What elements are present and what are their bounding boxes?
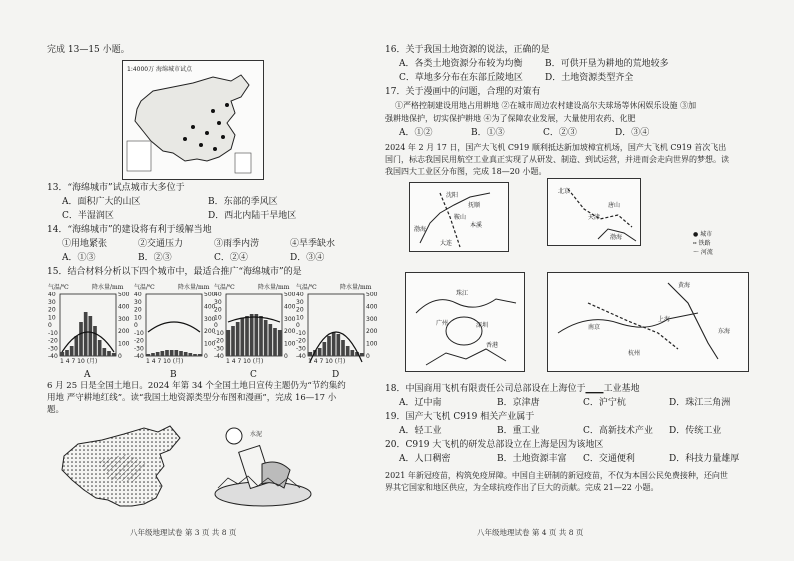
q13-stem: 13．“海绵城市”试点城市大多位于 — [47, 183, 185, 193]
temp-tick: -10 — [134, 329, 144, 337]
precip-bar — [98, 340, 102, 356]
prec-tick: 300 — [118, 315, 130, 323]
q14-option-c[interactable]: C．②④ — [214, 253, 248, 263]
map-city-label: 南京 — [588, 324, 601, 331]
q17-option-b[interactable]: B．①③ — [471, 128, 505, 138]
q14-option-d[interactable]: D．③④ — [290, 253, 325, 263]
precip-bar — [79, 322, 83, 356]
temp-tick: -10 — [296, 329, 306, 337]
precip-bar — [198, 354, 202, 356]
prec-tick: 200 — [366, 328, 378, 336]
prec-tick: 400 — [284, 303, 296, 311]
climate-option-letter[interactable]: D — [332, 370, 340, 380]
map-city-label: 沈阳 — [446, 192, 459, 199]
south-sea-inset — [235, 153, 251, 173]
prec-tick: 0 — [366, 353, 370, 360]
q17-line-2: 强耕地保护，切实保护耕地 ④为了保障农业发展，大量使用农药、化肥 — [385, 114, 636, 123]
prec-tick: 300 — [284, 315, 296, 323]
prec-tick: 0 — [284, 353, 288, 360]
q16-option-a[interactable]: A．各类土地资源分布较为均衡 — [399, 59, 523, 69]
month-axis-labels: 1 4 7 10 (月) — [308, 358, 346, 365]
map2-rail — [568, 189, 632, 227]
precip-bar — [327, 336, 331, 356]
climate-chart-b — [134, 284, 218, 380]
prec-tick: 500 — [284, 292, 296, 298]
temp-curve — [148, 322, 200, 332]
precip-bar — [184, 352, 188, 356]
prec-tick: 0 — [118, 353, 122, 360]
land-day-paragraph: 6 月 25 日是全国土地日。2024 年第 34 个全国土地日宣传主题仍为“节约集约用地 严守耕地红线”。读“我国土地资源类型分布图和漫画”，完成 16—17 小题。 — [47, 381, 346, 415]
temp-tick: -10 — [48, 329, 58, 337]
prec-tick: 300 — [366, 315, 378, 323]
legend-item: ～ 河流 — [693, 249, 713, 256]
temp-tick: 0 — [134, 322, 138, 329]
precip-bar — [84, 312, 88, 356]
precip-bar — [264, 320, 268, 356]
climate-svg — [134, 292, 218, 364]
precip-bar — [318, 348, 322, 356]
temp-tick: 20 — [214, 306, 222, 314]
q14-option-b[interactable]: B．②③ — [138, 253, 172, 263]
prec-tick: 100 — [284, 340, 296, 348]
map-city-label: 渤海 — [610, 234, 623, 241]
temp-tick: 10 — [48, 314, 56, 322]
q16-option-d[interactable]: D．土地资源类型齐全 — [545, 73, 634, 83]
climate-chart-d — [296, 284, 380, 380]
precip-bar — [337, 334, 341, 356]
climate-svg — [296, 292, 380, 364]
map-city-label: 大连 — [440, 240, 453, 247]
map4-labels — [588, 281, 730, 357]
q16-stem: 16．关于我国土地资源的说法，正确的是 — [385, 45, 550, 55]
temp-tick: -20 — [214, 337, 224, 345]
prec-unit-label: 降水量/mm — [92, 284, 124, 291]
temp-tick: -20 — [296, 337, 306, 345]
land-resource-map — [58, 420, 188, 508]
temp-tick: 20 — [296, 306, 304, 314]
prec-tick: 400 — [204, 303, 216, 311]
precip-bar — [107, 351, 111, 356]
temp-tick: 10 — [134, 314, 142, 322]
prec-tick: 500 — [366, 292, 378, 298]
precip-bar — [269, 324, 273, 356]
prec-tick: 300 — [204, 315, 216, 323]
map2-labels — [558, 187, 622, 241]
temp-unit-label: 气温/℃ — [296, 284, 317, 291]
map-city-label: 上海 — [658, 316, 671, 323]
q18-option-a[interactable]: A．辽中南 — [399, 398, 442, 408]
temp-tick: 10 — [296, 314, 304, 322]
temp-curve — [228, 317, 280, 322]
q14-stem: 14．“海绵城市”的建设将有利于缓解当地 — [47, 225, 212, 235]
chart-frame — [308, 294, 364, 356]
precip-bar — [332, 332, 336, 356]
q17-option-d[interactable]: D．③④ — [615, 128, 650, 138]
temp-tick: 30 — [214, 298, 222, 306]
prec-tick: 500 — [118, 292, 130, 298]
precip-bar — [89, 316, 93, 356]
precip-bar — [236, 322, 240, 356]
right-page — [385, 0, 794, 561]
precip-bar — [193, 354, 197, 356]
legend-item: ╍ 铁路 — [693, 240, 711, 247]
cartoon-image — [208, 418, 318, 510]
q13-option-a[interactable]: A．面积广大的山区 — [62, 197, 141, 207]
month-axis-labels: 1 4 7 10 (月) — [226, 358, 264, 365]
q13-option-b[interactable]: B．东部的季风区 — [208, 197, 278, 207]
q20-option-c[interactable]: C．交通便利 — [583, 454, 635, 464]
map-city-label: 渤海 — [414, 226, 427, 233]
temp-unit-label: 气温/℃ — [134, 284, 155, 291]
c919-paragraph: 2024 年 2 月 17 日，国产大飞机 C919 顺利抵达新加坡樟宜机场，国产大飞机 C919 首次飞出国门，标志我国民用航空工业真正实现了从研发、制造、到试运营，并进而会走向世界的梦想。读我国四大工业区分布图，完成 18—20 小题。 — [385, 143, 729, 176]
q18-blank: ____ — [585, 384, 604, 394]
precip-bar — [341, 340, 345, 356]
temp-unit-label: 气温/℃ — [48, 284, 69, 291]
cartoon-label: 水泥 — [250, 431, 263, 438]
climate-option-letter[interactable]: A — [84, 370, 91, 380]
map-legend — [127, 141, 151, 171]
q17-stem: 17．关于漫画中的问题，合理的对策有 — [385, 87, 541, 97]
map-liaozhongnan — [409, 182, 509, 252]
prec-tick: 200 — [284, 328, 296, 336]
precip-bar — [323, 342, 327, 356]
q18-stem — [385, 383, 639, 395]
month-axis-labels: 1 4 7 10 (月) — [60, 358, 98, 365]
vaccine-paragraph: 2021 年新冠疫苗，构筑免疫屏障。中国自主研制的新冠疫苗，不仅为本国公民免费接种，还向世界其它国家和地区供应，为全球抗疫作出了巨大的贡献。完成 21—22 小题。 — [385, 471, 728, 492]
q18-option-b[interactable]: B．京津唐 — [497, 398, 540, 408]
temp-tick: -30 — [48, 345, 58, 353]
left-footer: 八年级地理试卷 第 3 页 共 8 页 — [130, 528, 237, 537]
temp-tick: 30 — [296, 298, 304, 306]
map-city-label: 珠江 — [456, 290, 469, 297]
map-city-label: 北京 — [558, 188, 571, 195]
china-outline — [135, 75, 249, 161]
chart-frame — [146, 294, 202, 356]
q14-item-1: ①用地紧张 — [62, 239, 108, 249]
legend-item: ● 城市 — [693, 231, 713, 238]
temp-tick: 20 — [134, 306, 142, 314]
precip-bar — [241, 318, 245, 356]
q16-option-b[interactable]: B．可供开垦为耕地的荒地较多 — [545, 59, 669, 69]
temp-tick: 30 — [48, 298, 56, 306]
climate-chart-c — [214, 284, 298, 380]
temp-tick: -20 — [48, 337, 58, 345]
map-city-label: 杭州 — [628, 350, 641, 357]
temp-tick: -40 — [48, 353, 58, 360]
temp-tick: -20 — [134, 337, 144, 345]
precip-bar — [112, 353, 116, 356]
map-city-label: 天津 — [588, 214, 601, 221]
map-huningkang — [547, 272, 749, 372]
q15-stem: 15．结合材料分析以下四个城市中，最适合推广“海绵城市”的是 — [47, 267, 302, 277]
map-title: 1:4000万 海绵城市试点 — [127, 66, 193, 73]
q20-option-d[interactable]: D．科技力量雄厚 — [669, 454, 740, 464]
prec-tick: 100 — [118, 340, 130, 348]
precip-bar — [103, 348, 107, 356]
temp-tick: -30 — [296, 345, 306, 353]
map-city-label: 抚顺 — [468, 202, 481, 209]
precip-bar — [259, 316, 263, 356]
q13-option-c[interactable]: C．半湿润区 — [62, 211, 114, 221]
q14-item-2: ②交通压力 — [138, 239, 184, 249]
q14-option-a[interactable]: A．①③ — [62, 253, 96, 263]
q18-option-d[interactable]: D．珠江三角洲 — [669, 398, 731, 408]
map-city-label: 香港 — [486, 342, 499, 349]
prec-tick: 400 — [118, 303, 130, 311]
precip-bar — [227, 330, 231, 356]
temp-tick: -40 — [214, 353, 224, 360]
china-map-svg — [123, 61, 263, 179]
map-city-label: 广州 — [436, 320, 449, 327]
q19-option-b[interactable]: B．重工业 — [497, 426, 540, 436]
q17-line-1: ①严格控制建设用地占用耕地 ②在城市周边农村建设高尔夫球场等休闲娱乐设施 ③加 — [395, 101, 697, 110]
map4-river — [558, 313, 698, 333]
prec-tick: 100 — [204, 340, 216, 348]
temp-tick: 0 — [296, 322, 300, 329]
q19-option-a[interactable]: A．轻工业 — [399, 426, 442, 436]
temp-tick: 20 — [48, 306, 56, 314]
climate-option-letter[interactable]: B — [170, 370, 177, 380]
temp-tick: 40 — [296, 292, 304, 298]
prec-unit-label: 降水量/mm — [340, 284, 372, 291]
precip-bar — [273, 328, 277, 356]
map-jingjintang — [547, 178, 641, 246]
temp-unit-label: 气温/℃ — [214, 284, 235, 291]
precip-bar — [255, 314, 259, 356]
temp-tick: 40 — [214, 292, 222, 298]
prec-tick: 0 — [204, 353, 208, 360]
q17-option-c[interactable]: C．②③ — [543, 128, 577, 138]
map4-rail — [588, 303, 678, 349]
precip-bar — [231, 326, 235, 356]
precip-bar — [250, 314, 254, 356]
map1-labels — [414, 191, 482, 247]
q20-option-a[interactable]: A．人口稠密 — [399, 454, 451, 464]
chart-frame — [60, 294, 116, 356]
temp-curve — [62, 332, 114, 352]
map-city-label: 黄海 — [678, 282, 691, 289]
map-zhujiang — [405, 272, 525, 372]
prec-tick: 100 — [366, 340, 378, 348]
prec-tick: 500 — [204, 292, 216, 298]
prec-unit-label: 降水量/mm — [178, 284, 210, 291]
q20-option-b[interactable]: B．土地资源丰富 — [497, 454, 567, 464]
map3-river — [416, 299, 516, 313]
intro-text: 完成 13—15 小题。 — [47, 45, 130, 55]
q20-stem: 20．C919 大飞机的研发总部设立在上海是因为该地区 — [385, 440, 604, 450]
q18-stem-pre: 18．中国商用飞机有限责任公司总部设在上海位于 — [385, 384, 586, 394]
temp-tick: -40 — [296, 353, 306, 360]
map-legend-box — [693, 230, 749, 260]
temp-tick: 0 — [214, 322, 218, 329]
prec-tick: 400 — [366, 303, 378, 311]
precip-bar — [278, 330, 282, 356]
map3-labels — [436, 289, 498, 349]
map4-coast — [668, 283, 718, 359]
precip-bar — [70, 346, 74, 356]
temp-tick: -30 — [214, 345, 224, 353]
temp-tick: 40 — [134, 292, 142, 298]
prec-tick: 200 — [204, 328, 216, 336]
map-city-label: 东海 — [718, 328, 731, 335]
q18-stem-post: 工业基地 — [603, 384, 640, 394]
climate-svg — [48, 292, 132, 364]
q19-option-c[interactable]: C．高新技术产业 — [583, 426, 653, 436]
temp-tick: 0 — [48, 322, 52, 329]
precip-bar — [75, 336, 79, 356]
china-map-sponge — [122, 60, 264, 180]
prec-tick: 200 — [118, 328, 130, 336]
temp-tick: 40 — [48, 292, 56, 298]
temp-tick: -40 — [134, 353, 144, 360]
precip-bar — [189, 353, 193, 356]
q19-stem: 19．国产大飞机 C919 相关产业属于 — [385, 412, 535, 422]
precip-bar — [93, 326, 97, 356]
q16-option-c[interactable]: C．草地多分布在东部丘陵地区 — [399, 73, 523, 83]
prec-unit-label: 降水量/mm — [258, 284, 290, 291]
q17-option-a[interactable]: A．①② — [399, 128, 433, 138]
map-city-label: 深圳 — [476, 322, 489, 329]
precip-bar — [245, 316, 249, 356]
climate-svg — [214, 292, 298, 364]
q14-item-4: ④旱季缺水 — [290, 239, 336, 249]
map3-coast — [426, 349, 506, 365]
map-city-label: 本溪 — [470, 222, 483, 229]
precip-bar — [346, 346, 350, 356]
precip-bar — [351, 350, 355, 356]
cartoon-head — [226, 428, 242, 444]
q13-option-d[interactable]: D．西北内陆干旱地区 — [208, 211, 297, 221]
q14-item-3: ③雨季内涝 — [214, 239, 260, 249]
climate-option-letter[interactable]: C — [250, 370, 257, 380]
temp-tick: 30 — [134, 298, 142, 306]
month-axis-labels: 1 4 7 10 (月) — [146, 358, 184, 365]
temp-tick: 10 — [214, 314, 222, 322]
climate-chart-a — [48, 284, 132, 380]
map-city-label: 唐山 — [608, 202, 621, 209]
map-city-label: 鞍山 — [454, 214, 467, 221]
q19-option-d[interactable]: D．传统工业 — [669, 426, 722, 436]
right-footer: 八年级地理试卷 第 4 页 共 8 页 — [477, 528, 584, 537]
q18-option-c[interactable]: C．沪宁杭 — [583, 398, 626, 408]
temp-tick: -10 — [214, 329, 224, 337]
temp-tick: -30 — [134, 345, 144, 353]
precip-bar — [360, 353, 364, 356]
